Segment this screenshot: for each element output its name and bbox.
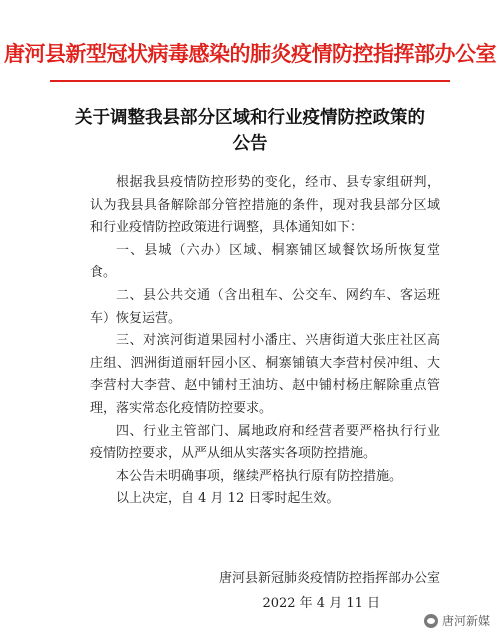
issuer-header-title: 唐河县新型冠状病毒感染的肺炎疫情防控指挥部办公室 [4,42,496,66]
body-paragraph-item-4: 四、行业主管部门、属地政府和经营者要严格执行行业疫情防控要求，从严从细从实落实各项防控措施。 [90,423,440,462]
header-divider [50,80,450,82]
body-paragraph-item-2: 二、县公共交通（含出租车、公交车、网约车、客运班车）恢复运营。 [90,287,440,326]
body-paragraph-intro: 根据我县疫情防控形势的变化，经市、县专家组研判，认为我县具备解除部分管控措施的条件，现对我县部分区域和行业疫情防控政策进行调整，具体通知如下： [90,175,440,236]
body-paragraph-item-3: 三、对滨河街道果园村小潘庄、兴唐街道大张庄社区高庄组、泗洲街道丽轩园小区、桐寨铺镇大李营村侯冲组、大李营村大李营、赵中铺村王油坊、赵中铺村杨庄解除重点管理，落实常态化疫情防控要求。 [90,333,440,416]
body-paragraph-effective: 以上决定，自 4 月 12 日零时起生效。 [116,491,340,507]
body-paragraph-note: 本公告未明确事项，继续严格执行原有防控措施。 [116,468,403,484]
notice-title-line2: 公告 [232,134,268,154]
signature-issuer: 唐河县新冠肺炎疫情防控指挥部办公室 [218,571,440,586]
notice-title-line1: 关于调整我县部分区域和行业疫情防控政策的 [75,108,425,128]
notice-body [90,172,440,511]
source-watermark [424,612,490,629]
watermark-text: 唐河新媒 [441,614,490,628]
body-paragraph-item-1: 一、县城（六办）区域、桐寨铺区域餐饮场所恢复堂食。 [90,242,440,281]
issue-date: 2022 年 4 月 11 日 [262,596,380,611]
wechat-icon [424,614,438,628]
